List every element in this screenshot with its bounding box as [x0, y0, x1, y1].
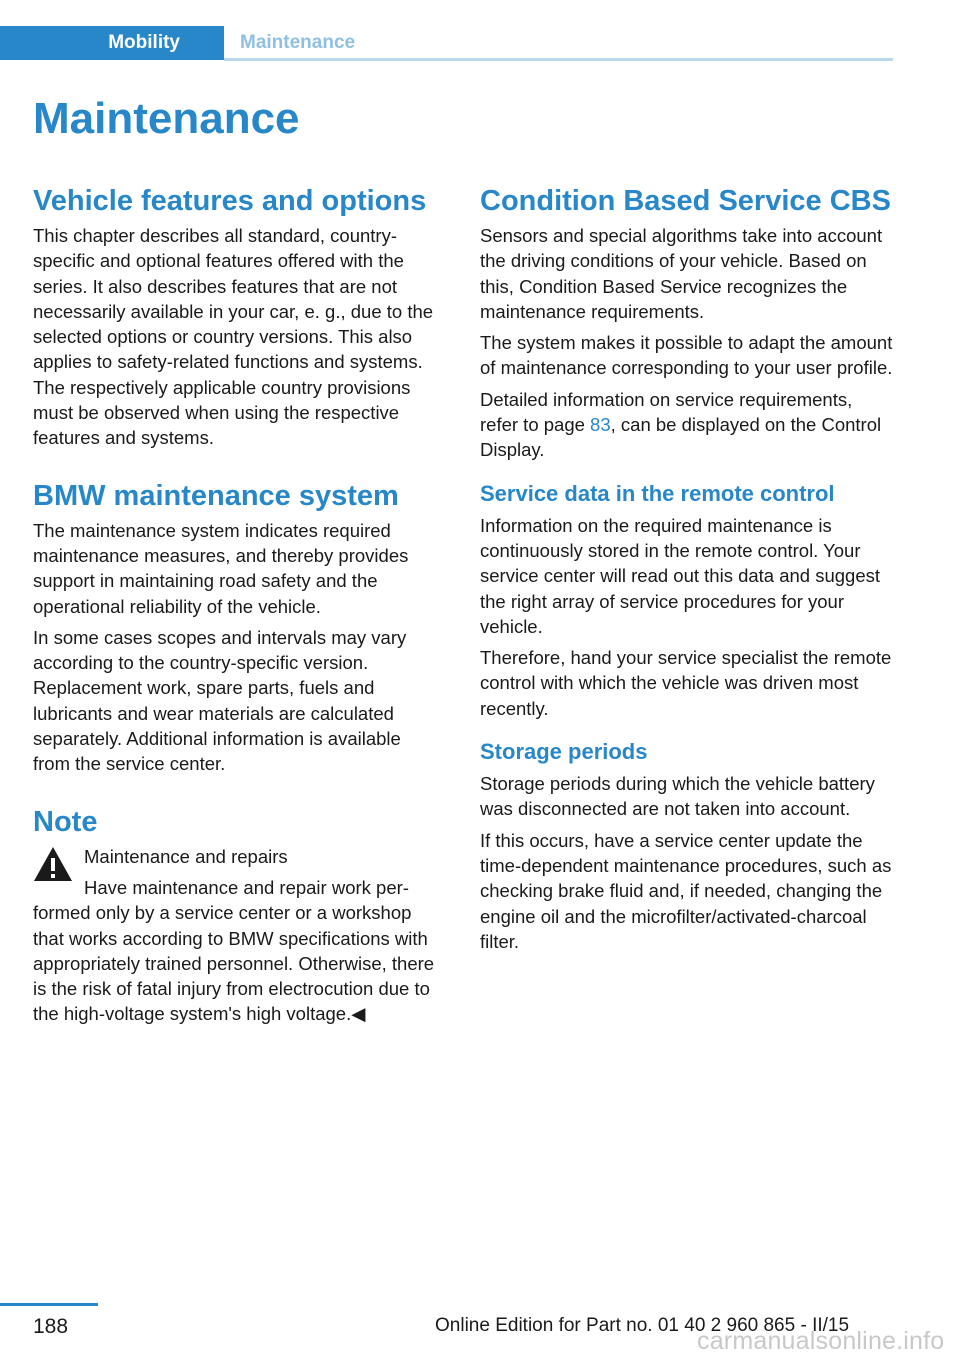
warning-text: formed only by a service center or a workshop that works according to BMW specifications with appropriately trained personnel. Otherwise, there is the risk of fatal injury from electrocution due to the high-voltage system's high voltage.◀ — [33, 902, 435, 1025]
warning-triangle-icon — [33, 846, 73, 882]
paragraph: Sensors and special algorithms take into account the driving conditions of your vehicle. Based on this, Condition Based Service recognizes the maintenance requirements. — [480, 225, 883, 322]
paragraph: The maintenance system indicates required maintenance measures, and thereby provides support in maintaining road safety and the operational reliability of the vehicle. — [33, 519, 409, 617]
warning-text-start: Have maintenance and repair work per- — [84, 876, 409, 898]
watermark: carmanualsonline.info — [697, 1327, 945, 1355]
paragraph: This chapter describes all standard, country-specific and optional features offered with the series. It also describes features that are not necessarily available in your car, e. g., due to the selected options or country versions. This also applies to safety-related functions and systems. The respectively applicable country provisions must be observed when using the respective features and systems. — [33, 225, 434, 449]
header-divider — [224, 58, 893, 61]
text: , can be displayed on the Control Display. — [480, 414, 882, 461]
edition-info: Online Edition for Part no. 01 40 2 960 865 - II/15 — [435, 1315, 850, 1336]
paragraph: The system makes it possible to adapt the amount of maintenance corresponding to your user profile. — [480, 332, 893, 379]
heading-service-data-remote: Service data in the remote control — [480, 480, 835, 506]
page-title: Maintenance — [33, 94, 300, 143]
paragraph: Storage periods during which the vehicle battery was disconnected are not taken into account. — [480, 773, 875, 820]
heading-note: Note — [33, 805, 98, 838]
right-column — [480, 186, 894, 960]
paragraph: Therefore, hand your service specialist the remote control with which the vehicle was driven most recently. — [480, 647, 892, 719]
section-tab-maintenance[interactable]: Maintenance — [240, 32, 356, 53]
footer-divider — [0, 1303, 98, 1306]
heading-storage-periods: Storage periods — [480, 739, 648, 765]
text: Detailed information on service requirements, refer to page — [480, 388, 853, 436]
paragraph: Information on the required maintenance is continuously stored in the remote control. Your service center will read out this data and suggest the right array of service procedures for your vehicle. — [480, 514, 881, 637]
heading-vehicle-features: Vehicle features and options — [33, 185, 427, 217]
section-tab-mobility[interactable]: Mobility — [0, 26, 224, 60]
left-column — [33, 186, 441, 1033]
paragraph-with-link — [480, 387, 894, 463]
heading-condition-based-service: Condition Based Service CBS — [480, 185, 891, 217]
paragraph: In some cases scopes and intervals may vary according to the country-specific version. Replacement work, spare parts, fuels and lubricants and wear materials are calculated separately. Additional information is available from the service center. — [33, 626, 407, 775]
warning-title: Maintenance and repairs — [84, 845, 288, 867]
page-number: 188 — [33, 1315, 69, 1338]
paragraph: If this occurs, have a service center update the time-dependent maintenance procedures, such as checking brake fluid and, if needed, changing the engine oil and the microfilter/activated-charcoal filter. — [480, 829, 892, 952]
header-bar — [0, 26, 893, 62]
heading-bmw-maintenance-system: BMW maintenance system — [33, 479, 399, 512]
page-reference-link[interactable]: 83 — [590, 414, 611, 436]
warning-box — [33, 844, 441, 1027]
